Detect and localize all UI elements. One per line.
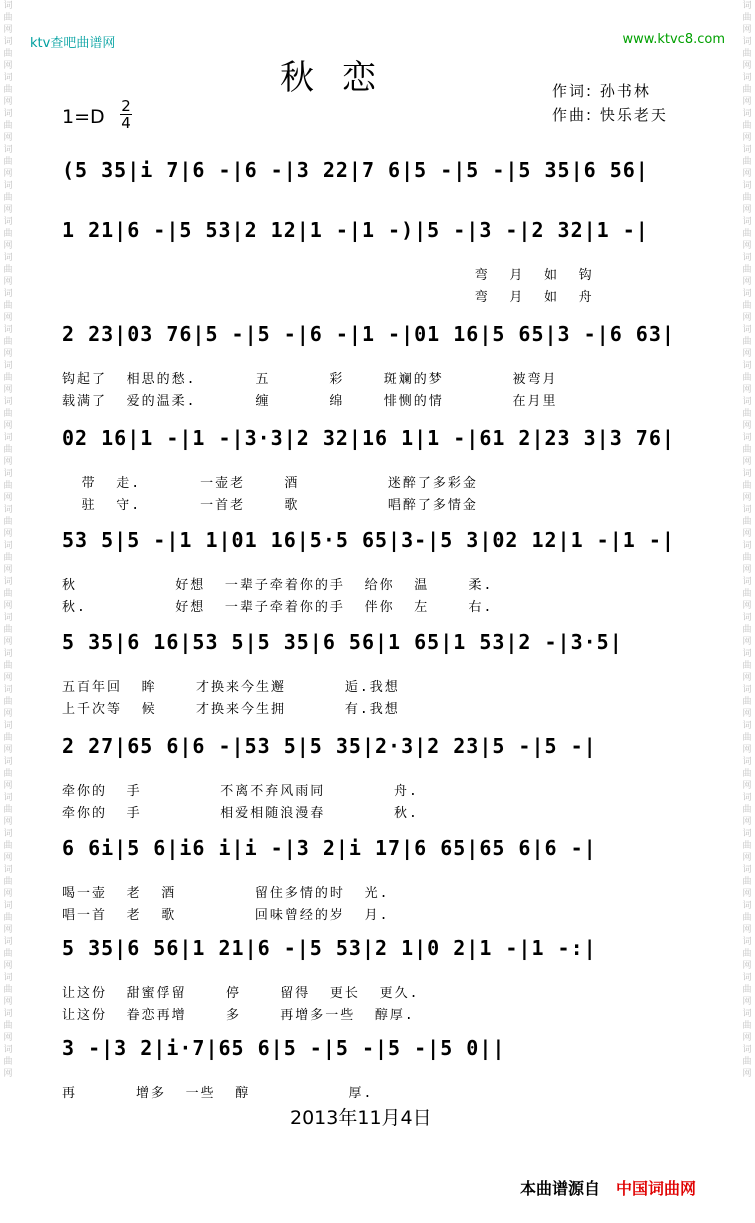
lyric-line: 载满了 爱的温柔. 缠 绵 悱恻的情 在月里	[62, 394, 558, 409]
lyric-line: 秋 好想 一辈子牵着你的手 给你 温 柔.	[62, 578, 494, 593]
lyric-line: 喝一壶 老 酒 留住多情的时 光.	[62, 886, 390, 901]
lyric-line: 五百年回 眸 才换来今生邂 逅.我想	[62, 680, 400, 695]
lyric-line: 弯 月 如 钩	[62, 268, 594, 283]
lyric-line: 牵你的 手 不离不弃风雨同 舟.	[62, 784, 419, 799]
notation-line: 3 -|3 2|i·7|65 6|5 -|5 -|5 -|5 0||	[62, 1036, 506, 1060]
notation-line: (5 35|i 7|6 -|6 -|3 22|7 6|5 -|5 -|5 35|6 56|	[62, 158, 649, 182]
lyric-line: 上千次等 候 才换来今生拥 有.我想	[62, 702, 400, 717]
lyric-line: 钩起了 相思的愁. 五 彩 斑斓的梦 被弯月	[62, 372, 558, 387]
source-brand: 中国词曲网	[616, 1179, 697, 1198]
side-watermark-right: 词曲网词曲网词曲网词曲网词曲网词曲网词曲网词曲网词曲网词曲网词曲网词曲网词曲网词曲网词曲网词曲网词曲网词曲网词曲网词曲网词曲网词曲网词曲网词曲网词曲网词曲网词曲网词曲网词曲网词曲网	[742, 1, 752, 1079]
lyric-line: 弯 月 如 舟	[62, 290, 594, 305]
score-date: 2013年11月4日	[290, 1107, 432, 1129]
lyric-line: 唱一首 老 歌 回味曾经的岁 月.	[62, 908, 390, 923]
lyric-line: 驻 守. 一首老 歌 唱醉了多情金	[62, 498, 478, 513]
notation-line: 5 35|6 56|1 21|6 -|5 53|2 1|0 2|1 -|1 -:|	[62, 936, 597, 960]
side-watermark-left: 词曲网词曲网词曲网词曲网词曲网词曲网词曲网词曲网词曲网词曲网词曲网词曲网词曲网词曲网词曲网词曲网词曲网词曲网词曲网词曲网词曲网词曲网词曲网词曲网词曲网词曲网词曲网词曲网词曲网词曲网	[3, 1, 13, 1079]
lyricist-credit: 作词: 孙书林	[552, 82, 651, 100]
notation-line: 6 6i|5 6|i6 i|i -|3 2|i 17|6 65|65 6|6 -|	[62, 836, 597, 860]
notation-line: 1 21|6 -|5 53|2 12|1 -|1 -)|5 -|3 -|2 32|1 -|	[62, 218, 649, 242]
notation-line: 5 35|6 16|53 5|5 35|6 56|1 65|1 53|2 -|3·5|	[62, 630, 623, 654]
watermark-right: www.ktvc8.com	[622, 32, 725, 47]
notation-line: 2 27|65 6|6 -|53 5|5 35|2·3|2 23|5 -|5 -|	[62, 734, 597, 758]
lyric-line: 让这份 甜蜜俘留 停 留得 更长 更久.	[62, 986, 420, 1001]
lyric-line: 牵你的 手 相爱相随浪漫春 秋.	[62, 806, 419, 821]
key-signature: 1=D	[62, 106, 105, 128]
composer-credit: 作曲: 快乐老天	[552, 106, 668, 124]
lyric-line: 让这份 眷恋再增 多 再增多一些 醇厚.	[62, 1008, 415, 1023]
notation-line: 02 16|1 -|1 -|3·3|2 32|16 1|1 -|61 2|23 3|3 76|	[62, 426, 675, 450]
notation-line: 2 23|03 76|5 -|5 -|6 -|1 -|01 16|5 65|3 -|6 63|	[62, 322, 675, 346]
lyric-line: 再 增多 一些 醇 厚.	[62, 1086, 374, 1101]
watermark-left: ktv查吧曲谱网	[30, 36, 116, 51]
source-label: 本曲谱源自	[520, 1179, 601, 1198]
time-sig-denominator: 4	[121, 114, 131, 132]
notation-line: 53 5|5 -|1 1|01 16|5·5 65|3-|5 3|02 12|1 -|1 -|	[62, 528, 675, 552]
time-signature	[120, 98, 132, 131]
lyric-line: 带 走. 一壶老 酒 迷醉了多彩金	[62, 476, 478, 491]
source-credit	[520, 1176, 696, 1199]
lyric-line: 秋. 好想 一辈子牵着你的手 伴你 左 右.	[62, 600, 494, 615]
time-sig-numerator: 2	[121, 97, 131, 115]
song-title: 秋恋	[280, 58, 404, 98]
